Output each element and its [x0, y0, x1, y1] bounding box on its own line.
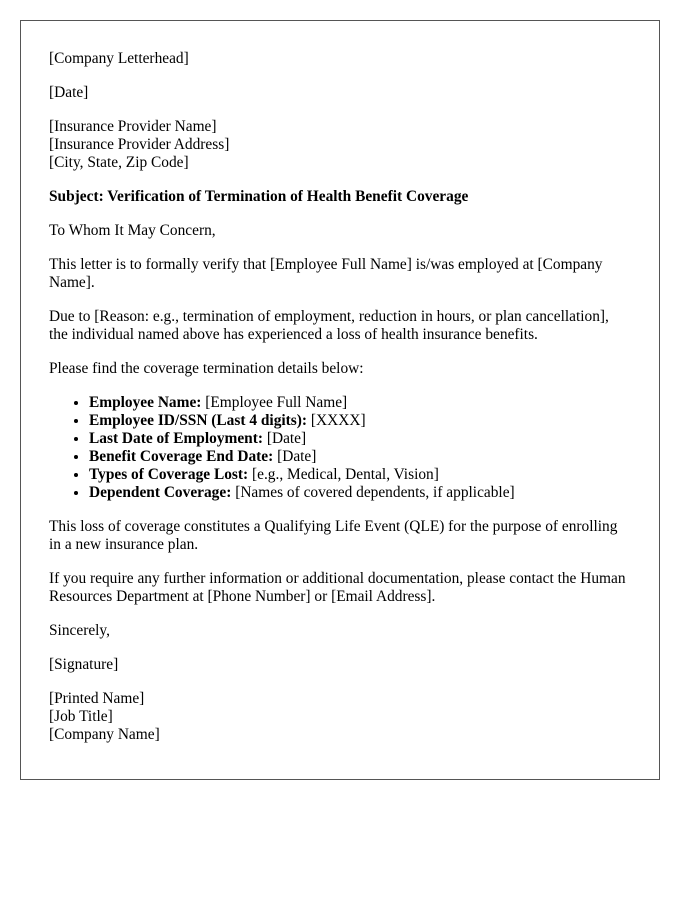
- detail-label: Benefit Coverage End Date:: [89, 448, 274, 465]
- detail-label: Last Date of Employment:: [89, 430, 263, 447]
- letter-subject: Subject: Verification of Termination of Health Benefit Coverage: [49, 188, 469, 205]
- detail-employee-id: [89, 412, 631, 430]
- recipient-address: [Insurance Provider Address]: [49, 136, 230, 153]
- paragraph-qualifying-life-event: This loss of coverage constitutes a Qualifying Life Event (QLE) for the purpose of enrolling in a new insurance plan.: [49, 518, 618, 553]
- detail-dependent-coverage: [89, 484, 631, 502]
- detail-employee-name: [89, 394, 631, 412]
- letter-date: [Date]: [49, 84, 89, 101]
- detail-label: Employee Name:: [89, 394, 202, 411]
- detail-value: [e.g., Medical, Dental, Vision]: [248, 466, 439, 483]
- recipient-address-block: [49, 118, 631, 172]
- detail-value: [XXXX]: [307, 412, 366, 429]
- detail-label: Employee ID/SSN (Last 4 digits):: [89, 412, 308, 429]
- detail-value: [Date]: [273, 448, 317, 465]
- closing: Sincerely,: [49, 622, 110, 639]
- recipient-name: [Insurance Provider Name]: [49, 118, 217, 135]
- paragraph-contact-info: If you require any further information or additional documentation, please contact the Human Resources Department at [Phone Number] or [Email Address].: [49, 570, 626, 605]
- detail-label: Types of Coverage Lost:: [89, 466, 249, 483]
- salutation: To Whom It May Concern,: [49, 222, 216, 239]
- paragraph-employment-verification: This letter is to formally verify that [Employee Full Name] is/was employed at [Company Name].: [49, 256, 603, 291]
- letter-page: [20, 20, 660, 780]
- detail-value: [Names of covered dependents, if applicable]: [231, 484, 515, 501]
- detail-coverage-end-date: [89, 448, 631, 466]
- recipient-city-state-zip: [City, State, Zip Code]: [49, 154, 189, 171]
- paragraph-details-intro: Please find the coverage termination details below:: [49, 360, 364, 377]
- company-letterhead: [Company Letterhead]: [49, 50, 189, 67]
- detail-label: Dependent Coverage:: [89, 484, 232, 501]
- detail-last-employment-date: [89, 430, 631, 448]
- signer-printed-name: [Printed Name]: [49, 690, 145, 707]
- detail-value: [Date]: [262, 430, 307, 447]
- signer-job-title: [Job Title]: [49, 708, 113, 725]
- signer-block: [49, 690, 631, 744]
- coverage-details-list: [49, 394, 631, 502]
- signature-placeholder: [Signature]: [49, 656, 119, 673]
- paragraph-loss-reason: Due to [Reason: e.g., termination of employment, reduction in hours, or plan cancellation], the individual named above has experienced a loss of health insurance benefits.: [49, 308, 609, 343]
- detail-value: [Employee Full Name]: [201, 394, 348, 411]
- detail-coverage-types-lost: [89, 466, 631, 484]
- signer-company-name: [Company Name]: [49, 726, 160, 743]
